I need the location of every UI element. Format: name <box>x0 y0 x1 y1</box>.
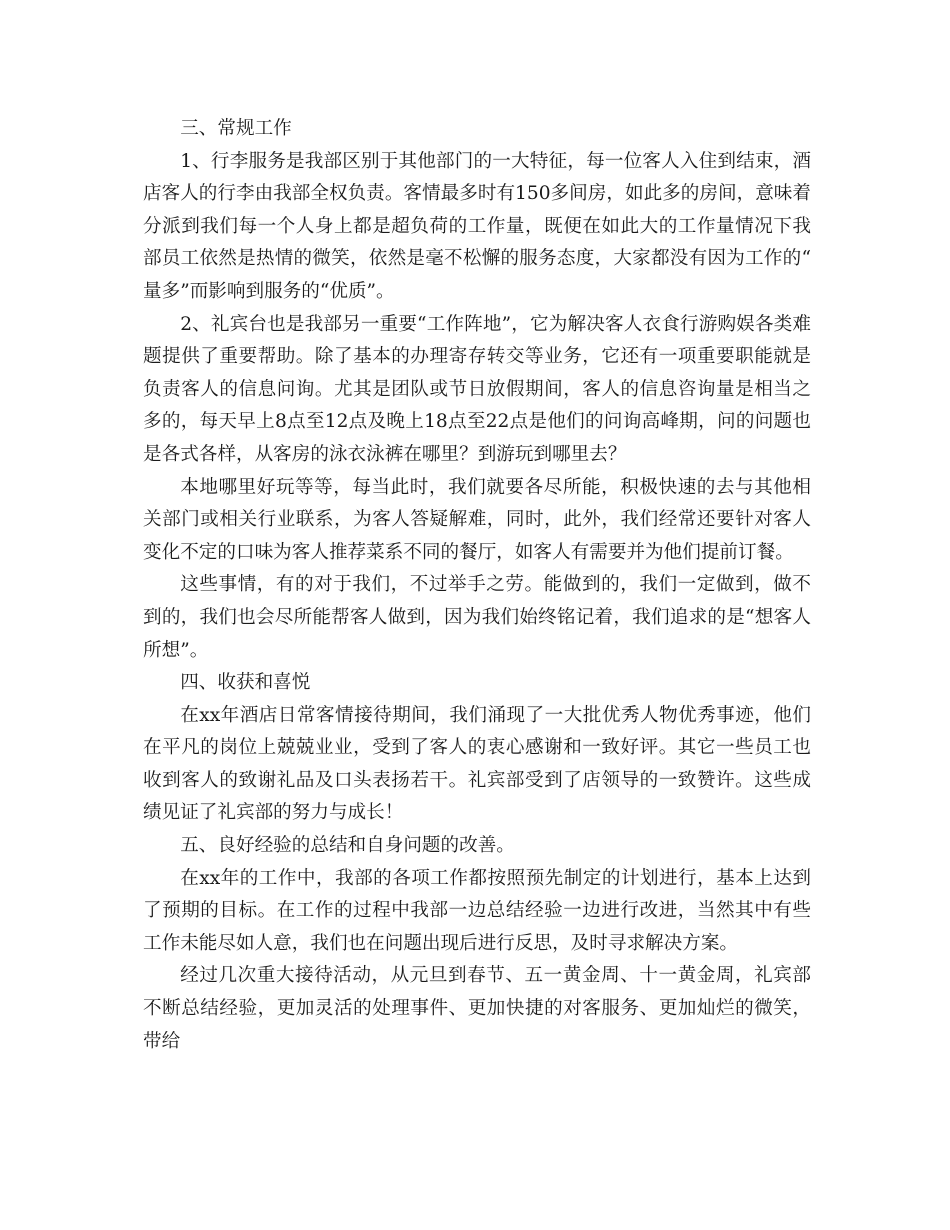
section-heading-experience-summary: 五、良好经验的总结和自身问题的改善。 <box>180 835 515 857</box>
paragraph-achievements: 在xx年酒店日常客情接待期间，我们涌现了一大批优秀人物优秀事迹，他们在平凡的岗位上兢兢业业，受到了客人的衷心感谢和一致好评。其它一些员工也收到客人的致谢礼品及口头表扬若干。礼宾部受到了店领导的一致赞许。这些成绩见证了礼宾部的努力与成长！ <box>143 704 811 824</box>
paragraph-concierge-desk: 2、礼宾台也是我部另一重要“工作阵地”，它为解决客人衣食行游购娱各类难题提供了重要帮助。除了基本的办理寄存转交等业务，它还有一项重要职能就是负责客人的信息问询。尤其是团队或节日放假期间，客人的信息咨询量是相当之多的，每天早上8点至12点及晚上18点至22点是他们的问询高峰期，问的问题也是各式各样，从客房的泳衣泳裤在哪里？到游玩到哪里去？ <box>143 313 811 465</box>
document-body <box>143 113 811 1058</box>
paragraph-local-recommendations: 本地哪里好玩等等，每当此时，我们就要各尽所能，积极快速的去与其他相关部门或相关行业联系，为客人答疑解难，同时，此外，我们经常还要针对客人变化不定的口味为客人推荐菜系不同的餐厅，如客人有需要并为他们提前订餐。 <box>143 476 811 563</box>
paragraph-luggage-service: 1、行李服务是我部区别于其他部门的一大特征，每一位客人入住到结束，酒店客人的行李由我部全权负责。客情最多时有150多间房，如此多的房间，意味着分派到我们每一个人身上都是超负荷的工作量，既便在如此大的工作量情况下我部员工依然是热情的微笑，依然是毫不松懈的服务态度，大家都没有因为工作的“量多”而影响到服务的“优质”。 <box>143 150 811 302</box>
paragraph-service-commitment: 这些事情，有的对于我们，不过举手之劳。能做到的，我们一定做到，做不到的，我们也会尽所能帮客人做到，因为我们始终铭记着，我们追求的是“想客人所想”。 <box>143 574 811 661</box>
section-heading-routine-work: 三、常规工作 <box>180 118 292 139</box>
paragraph-work-plan: 在xx年的工作中，我部的各项工作都按照预先制定的计划进行，基本上达到了预期的目标。在工作的过程中我部一边总结经验一边进行改进，当然其中有些工作未能尽如人意，我们也在问题出现后进行反思，及时寻求解决方案。 <box>143 867 811 954</box>
section-heading-achievements: 四、收获和喜悦 <box>180 672 311 694</box>
paragraph-major-events: 经过几次重大接待活动，从元旦到春节、五一黄金周、十一黄金周，礼宾部不断总结经验，更加灵活的处理事件、更加快捷的对客服务、更加灿烂的微笑，带给 <box>143 965 811 1052</box>
